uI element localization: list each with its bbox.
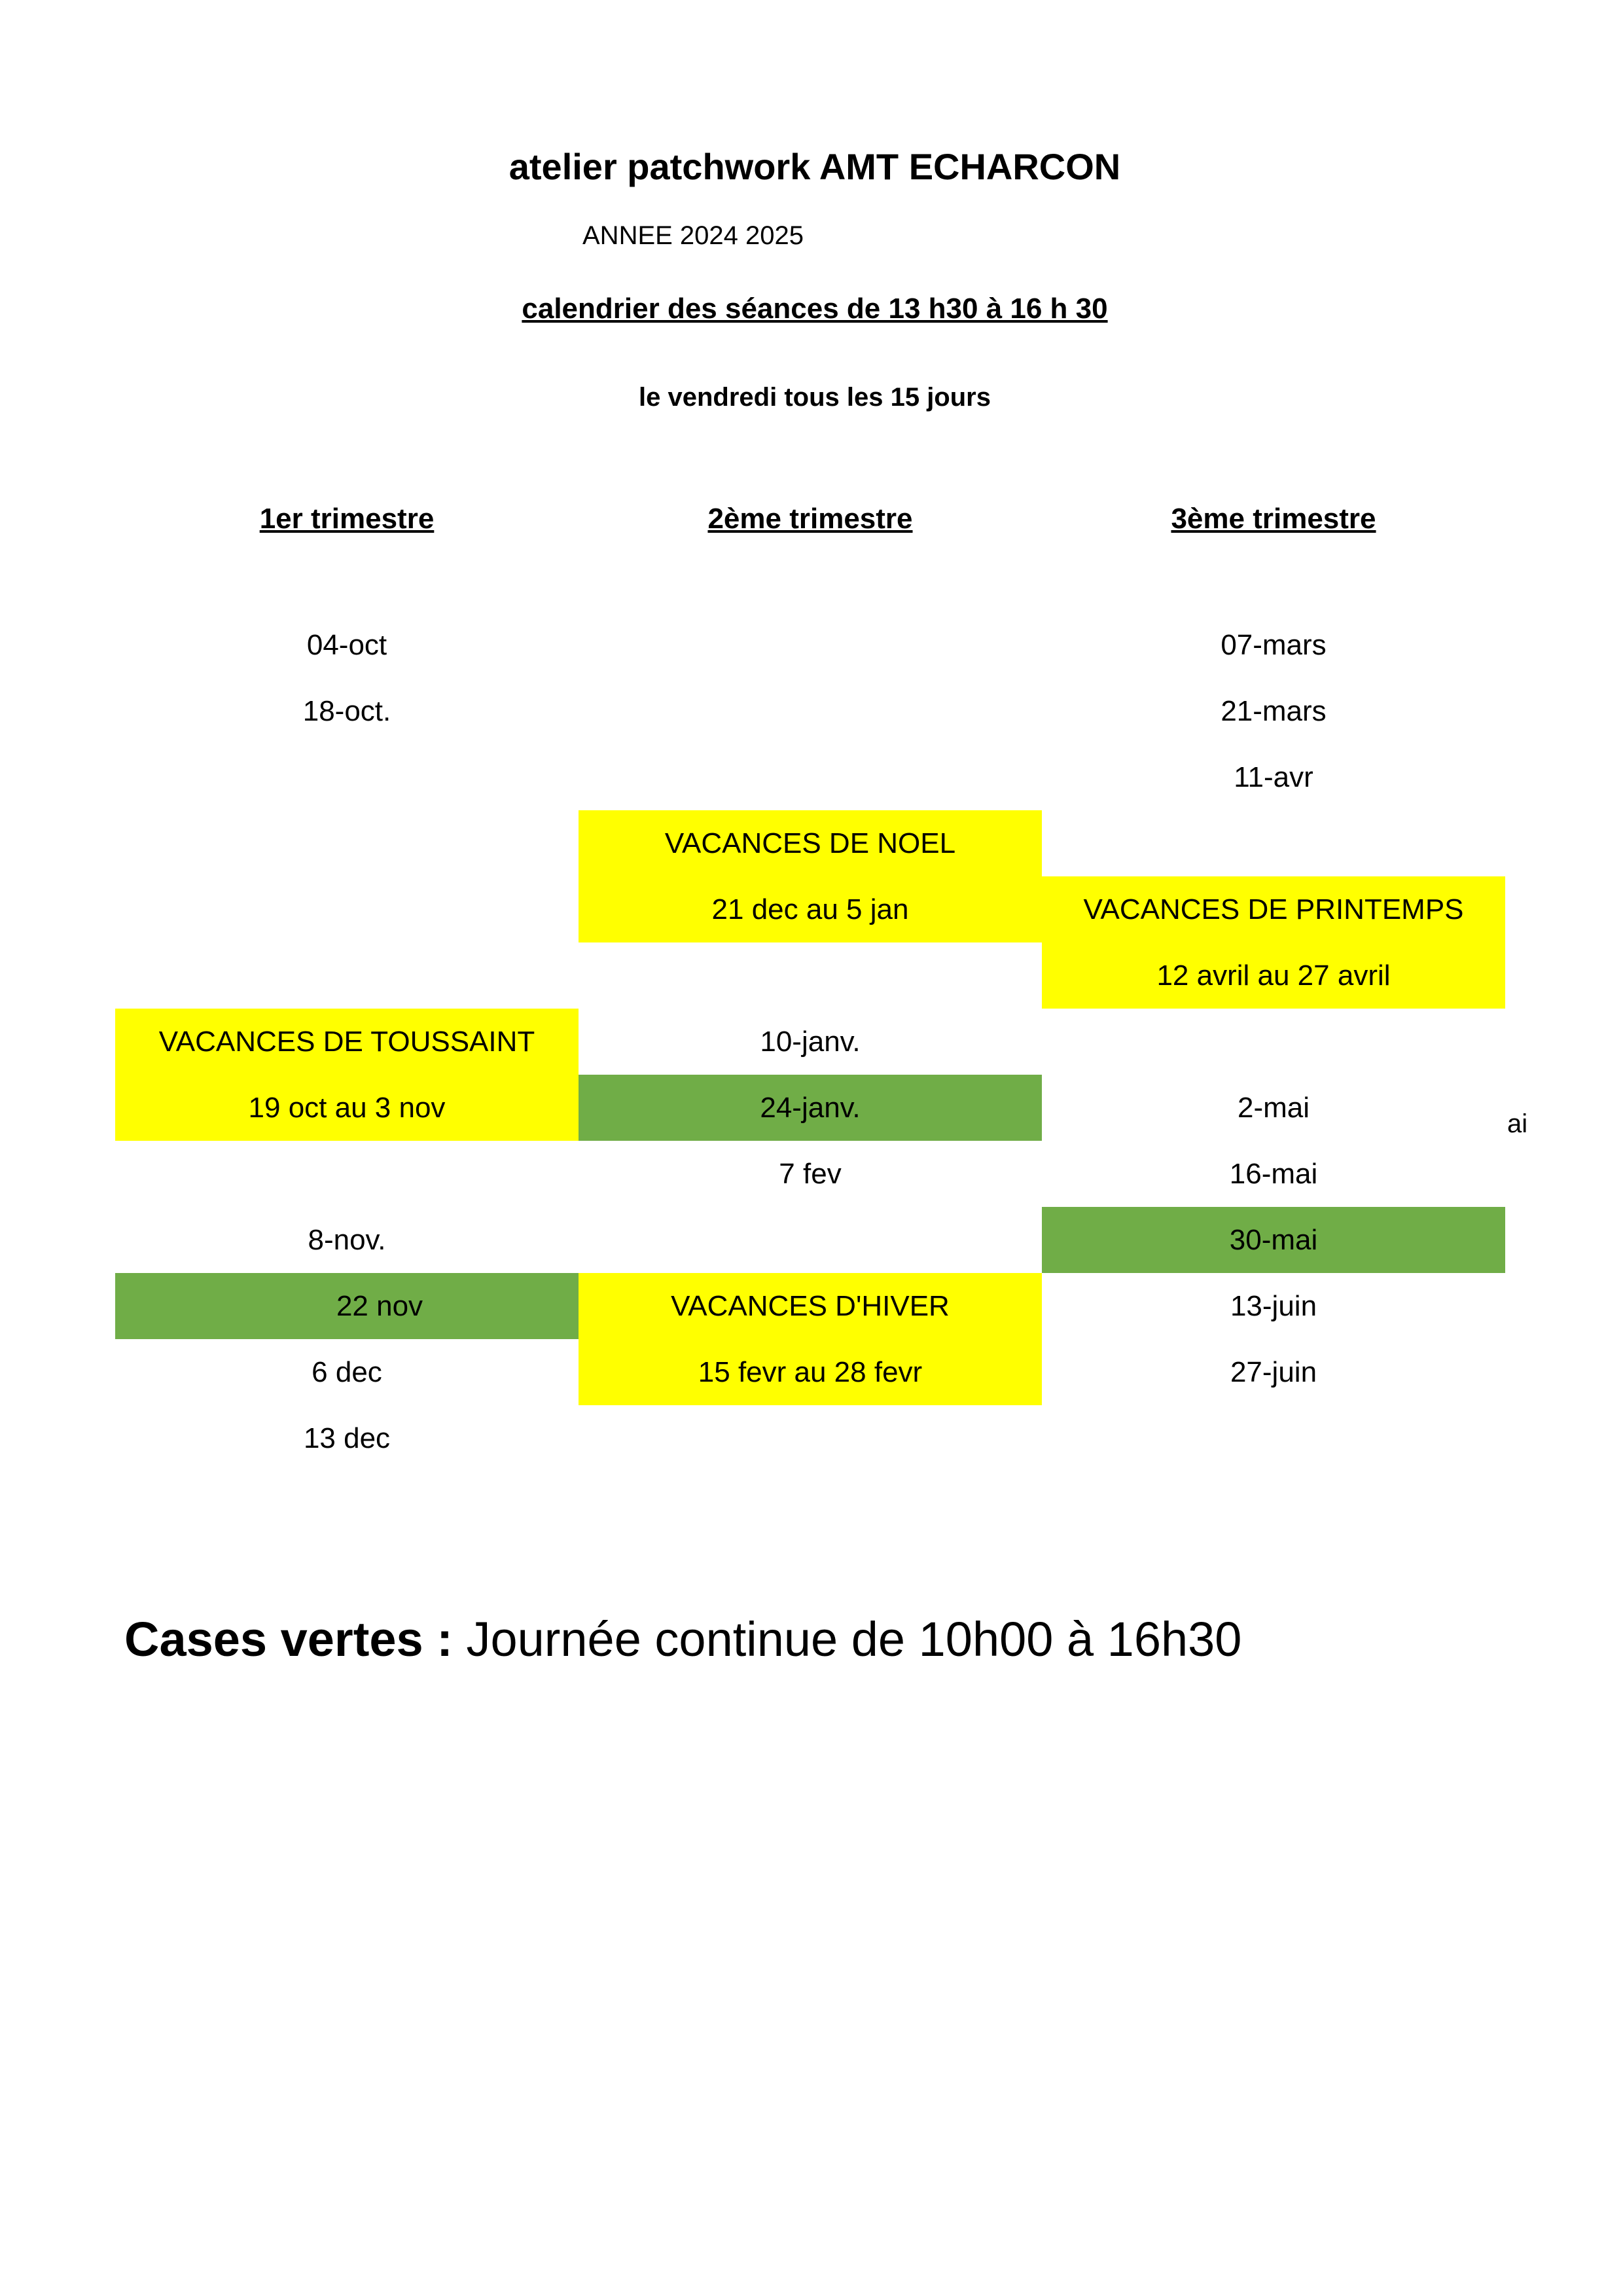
holiday-dates-hiver: 15 fevr au 28 fevr [579, 1339, 1042, 1405]
session-date: 16-mai [1229, 1157, 1318, 1190]
holiday-title-toussaint: VACANCES DE TOUSSAINT [115, 1009, 579, 1075]
column-heading-trimestre-3: 3ème trimestre [1171, 503, 1376, 535]
holiday-dates-toussaint: 19 oct au 3 nov [115, 1075, 579, 1141]
holiday-title-hiver: VACANCES D'HIVER [579, 1273, 1042, 1339]
column-heading-trimestre-1: 1er trimestre [259, 503, 435, 535]
session-date: 13 dec [303, 1422, 391, 1454]
full-day-session: 24-janv. [579, 1075, 1042, 1141]
session-date: 27-juin [1230, 1355, 1317, 1388]
session-date: 6 dec [312, 1355, 382, 1388]
session-date: 13-juin [1230, 1289, 1317, 1322]
session-date: 11-avr [1234, 761, 1313, 793]
document-title: atelier patchwork AMT ECHARCON [508, 146, 1121, 187]
legend-label: Cases vertes : [124, 1612, 453, 1666]
holiday-dates-noel: 21 dec au 5 jan [579, 876, 1042, 942]
holiday-title-printemps: VACANCES DE PRINTEMPS [1042, 876, 1505, 942]
session-date: 04-oct [306, 628, 387, 661]
session-date: 21-mars [1221, 694, 1327, 727]
full-day-session: 22 nov [115, 1273, 579, 1339]
session-date: 10-janv. [760, 1025, 861, 1058]
session-date: 2-mai [1237, 1091, 1310, 1124]
stray-text: ai [1507, 1109, 1528, 1138]
session-date: 18-oct. [302, 694, 391, 727]
column-heading-trimestre-2: 2ème trimestre [707, 503, 913, 535]
holiday-title-noel: VACANCES DE NOEL [579, 810, 1042, 876]
frequency-note: le vendredi tous les 15 jours [639, 383, 991, 412]
full-day-session: 30-mai [1042, 1207, 1505, 1273]
schedule-subtitle: calendrier des séances de 13 h30 à 16 h 30 [522, 293, 1108, 325]
legend [124, 1611, 1241, 1667]
legend-text: Journée continue de 10h00 à 16h30 [452, 1612, 1242, 1666]
session-date: 07-mars [1221, 628, 1327, 661]
session-date: 7 fev [779, 1157, 842, 1190]
session-date: 8-nov. [308, 1223, 386, 1256]
holiday-dates-printemps: 12 avril au 27 avril [1042, 942, 1505, 1009]
school-year: ANNEE 2024 2025 [582, 221, 804, 250]
